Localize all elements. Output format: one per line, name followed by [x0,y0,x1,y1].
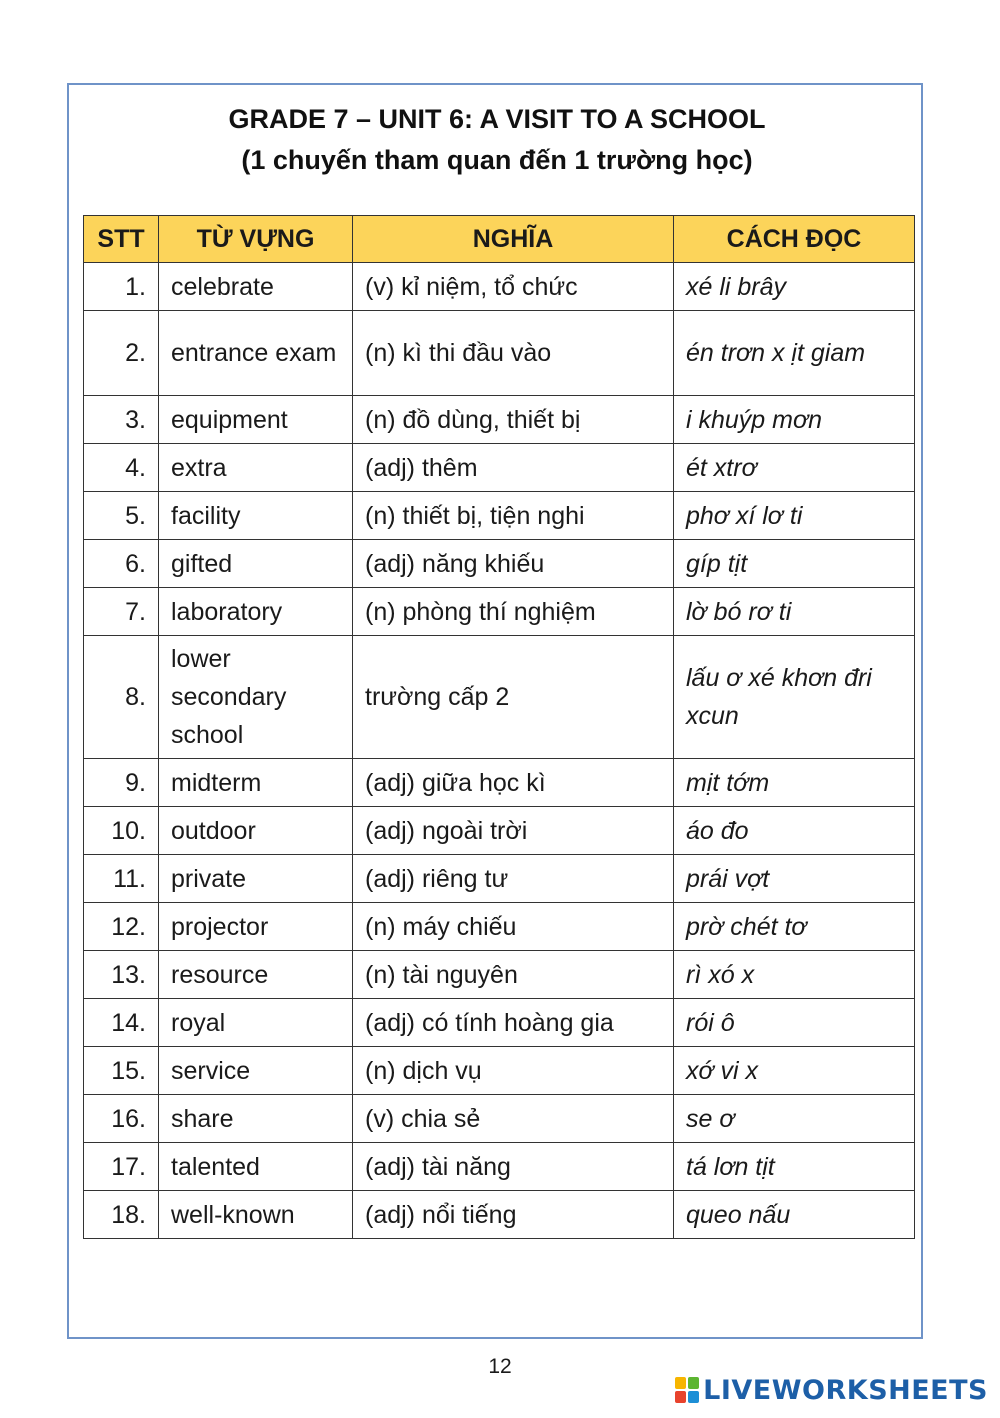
liveworksheets-logo-icon [675,1377,699,1403]
row-number: 5. [84,492,159,540]
row-pronunciation: phơ xí lơ ti [674,492,915,540]
logo-block-icon [675,1377,686,1389]
row-meaning: (adj) năng khiếu [353,540,674,588]
row-number: 10. [84,807,159,855]
row-meaning: (adj) thêm [353,444,674,492]
header-stt: STT [84,216,159,263]
row-meaning: (adj) riêng tư [353,855,674,903]
row-pronunciation: i khuýp mơn [674,396,915,444]
row-word: royal [159,999,353,1047]
table-row [84,999,915,1047]
row-number: 7. [84,588,159,636]
logo-block-icon [688,1377,699,1389]
row-word: equipment [159,396,353,444]
row-pronunciation: prái vợt [674,855,915,903]
row-number: 11. [84,855,159,903]
table-row [84,759,915,807]
page-subtitle: (1 chuyến tham quan đến 1 trường học) [241,145,753,175]
row-number: 4. [84,444,159,492]
table-row [84,1047,915,1095]
row-meaning: (n) kì thi đầu vào [353,311,674,396]
row-number: 16. [84,1095,159,1143]
row-meaning: (n) đồ dùng, thiết bị [353,396,674,444]
row-word: talented [159,1143,353,1191]
row-pronunciation: én trơn x ịt giam [674,311,915,396]
row-number: 2. [84,311,159,396]
row-pronunciation: se ơ [674,1095,915,1143]
row-meaning: (v) kỉ niệm, tổ chức [353,263,674,311]
table-header-row [84,216,915,263]
row-word: service [159,1047,353,1095]
row-number: 6. [84,540,159,588]
header-pronunciation: CÁCH ĐỌC [674,216,915,263]
table-row [84,903,915,951]
row-pronunciation: áo đo [674,807,915,855]
row-number: 3. [84,396,159,444]
table-row [84,263,915,311]
row-number: 17. [84,1143,159,1191]
table-row [84,311,915,396]
row-word: celebrate [159,263,353,311]
table-row [84,588,915,636]
row-number: 15. [84,1047,159,1095]
row-word: extra [159,444,353,492]
row-pronunciation: xớ vi x [674,1047,915,1095]
vocabulary-table [83,215,915,1239]
row-number: 12. [84,903,159,951]
row-meaning: (n) phòng thí nghiệm [353,588,674,636]
row-meaning: (adj) ngoài trời [353,807,674,855]
row-meaning: (n) tài nguyên [353,951,674,999]
row-pronunciation: tá lơn tịt [674,1143,915,1191]
row-word: laboratory [159,588,353,636]
table-row [84,1143,915,1191]
row-word: private [159,855,353,903]
row-meaning: (n) máy chiếu [353,903,674,951]
row-meaning: trường cấp 2 [353,636,674,759]
row-pronunciation: mịt tớm [674,759,915,807]
table-row [84,396,915,444]
row-meaning: (v) chia sẻ [353,1095,674,1143]
page-title: GRADE 7 – UNIT 6: A VISIT TO A SCHOOL [228,104,766,134]
row-pronunciation: rì xó x [674,951,915,999]
logo-text: LIVEWORKSHEETS [703,1374,988,1406]
table-row [84,1095,915,1143]
row-word: projector [159,903,353,951]
row-number: 13. [84,951,159,999]
table-row [84,1191,915,1239]
row-pronunciation: gíp tịt [674,540,915,588]
row-pronunciation: rói ô [674,999,915,1047]
row-number: 1. [84,263,159,311]
page-number: 12 [488,1355,512,1378]
table-row [84,492,915,540]
row-word: facility [159,492,353,540]
table-row [84,540,915,588]
row-pronunciation: lấu ơ xé khơn đri xcun [674,636,915,759]
row-word: share [159,1095,353,1143]
row-number: 14. [84,999,159,1047]
table-row [84,807,915,855]
row-meaning: (adj) giữa học kì [353,759,674,807]
logo-block-icon [688,1391,699,1403]
table-row [84,951,915,999]
liveworksheets-logo[interactable] [675,1372,988,1408]
row-meaning: (adj) tài năng [353,1143,674,1191]
row-word: lower secondary school [159,636,353,759]
table-row [84,444,915,492]
row-number: 18. [84,1191,159,1239]
row-number: 8. [84,636,159,759]
header-meaning: NGHĨA [353,216,674,263]
row-pronunciation: queo nấu [674,1191,915,1239]
row-meaning: (n) thiết bị, tiện nghi [353,492,674,540]
logo-block-icon [675,1391,686,1403]
row-word: resource [159,951,353,999]
row-meaning: (adj) có tính hoàng gia [353,999,674,1047]
row-pronunciation: ét xtrơ [674,444,915,492]
header-word: TỪ VỰNG [159,216,353,263]
row-word: gifted [159,540,353,588]
row-word: well-known [159,1191,353,1239]
row-pronunciation: prờ chét tơ [674,903,915,951]
row-number: 9. [84,759,159,807]
row-meaning: (n) dịch vụ [353,1047,674,1095]
row-meaning: (adj) nổi tiếng [353,1191,674,1239]
row-word: outdoor [159,807,353,855]
table-row [84,855,915,903]
row-word: midterm [159,759,353,807]
row-pronunciation: lờ bó rơ ti [674,588,915,636]
table-row [84,636,915,759]
row-pronunciation: xé li brây [674,263,915,311]
row-word: entrance exam [159,311,353,396]
